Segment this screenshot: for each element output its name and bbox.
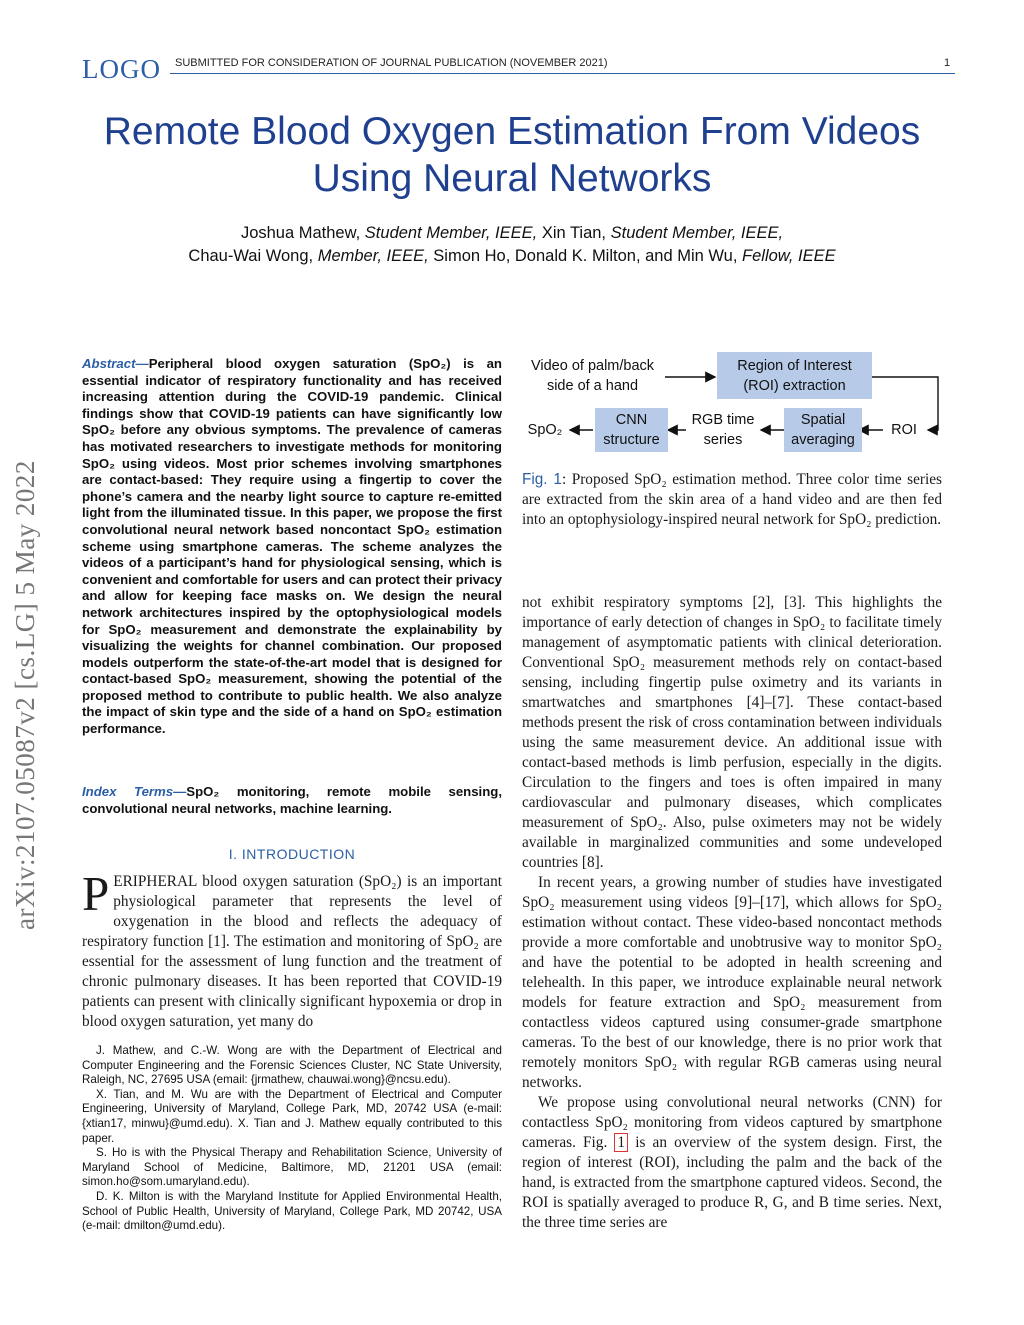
roi-box-line-1: Region of Interest: [737, 357, 852, 374]
section-heading-introduction: I. INTRODUCTION: [228, 846, 356, 862]
header-rule: [170, 73, 955, 74]
author-2-role: Student Member, IEEE,: [610, 224, 784, 242]
abstract: [82, 356, 502, 738]
intro-text: ERIPHERAL blood oxygen saturation (SpO₂) is an important physiological parameter that represents the level of oxygenation in the blood and reflects the adequacy of respiratory function [1]. The estimation and monitoring of SpO₂ are essential for the assessment of lung function and the treatment of chronic pulmonary diseases. It has been reported that COVID-19 patients can present with clinically significant hypoxemia or drop in blood oxygen saturation, yet many do: [82, 873, 502, 1030]
spatial-averaging-box: [784, 408, 862, 452]
roi-box-line-2: (ROI) extraction: [743, 377, 846, 394]
cnn-box-line-1: CNN: [615, 412, 648, 428]
right-column-body: [522, 593, 942, 1233]
page-number: 1: [944, 57, 951, 69]
spatial-box-line-1: Spatial: [800, 412, 846, 428]
author-1-role: Student Member, IEEE,: [364, 224, 538, 242]
author-3-role: Member, IEEE,: [317, 247, 429, 265]
figure-1-diagram: [520, 350, 954, 460]
paragraph: In recent years, a growing number of studies have investigated SpO₂ measurement using videos [9]–[17], which allows for SpO₂ estimation without contact. These video-based noncontact methods provide a more comfortable and unobtrusive way to monitor SpO₂ and have the potential to be adopted in health screening and telehealth. In this paper, we introduce explainable neural network models for feature extraction and SpO₂ measurement from contactless videos captured using consumer-grade smartphone cameras. To the best of our knowledge, there is no prior work that remotely monitors SpO₂ with regular RGB cameras using neural networks.: [522, 874, 942, 1091]
caption-label: Fig. 1: [522, 471, 562, 488]
rgb-label-line-1: RGB time: [691, 412, 755, 428]
author-4-role: Fellow, IEEE: [742, 247, 836, 265]
running-head: SUBMITTED FOR CONSIDERATION OF JOURNAL PUBLICATION (NOVEMBER 2021): [175, 57, 608, 69]
video-label-line-2: side of a hand: [546, 378, 639, 394]
drop-cap: P: [82, 866, 110, 921]
index-terms-text: SpO₂ monitoring, remote mobile sensing, convolutional neural networks, machine learning.: [82, 784, 502, 816]
title-line-2: Using Neural Networks: [312, 157, 712, 200]
roi-label: ROI: [891, 422, 917, 438]
intro-paragraph: [82, 866, 502, 1032]
figure-1-caption: [522, 470, 942, 530]
author-list: [60, 222, 964, 268]
footnote: D. K. Milton is with the Maryland Institute for Applied Environmental Health, School of Public Health, University of Maryland, College Park, MD 20742, USA (e-mail: dmilton@umd.edu).: [82, 1189, 502, 1233]
author-line-2: [60, 245, 964, 268]
author-1: Joshua Mathew,: [240, 224, 361, 242]
author-footnotes: [82, 1044, 502, 1234]
paragraph-text: We propose using convolutional neural networks (CNN) for contactless SpO₂ monitoring from videos captured by smartphone cameras. Fig.: [522, 1094, 942, 1151]
figure-reference-link[interactable]: 1: [614, 1133, 628, 1152]
cnn-structure-box: [595, 408, 668, 452]
title-line-1: Remote Blood Oxygen Estimation From Videos: [103, 110, 921, 153]
arxiv-identifier: arXiv:2107.05087v2 [cs.LG] 5 May 2022: [10, 460, 40, 930]
footnote: J. Mathew, and C.-W. Wong are with the Department of Electrical and Computer Engineering and the Forensic Sciences Cluster, NC State University, Raleigh, NC, 27695 USA (email: {jrmathew, chauwai.wong}@ncsu.edu).: [82, 1044, 502, 1087]
footnote: S. Ho is with the Physical Therapy and Rehabilitation Science, University of Maryland School of Medicine, Baltimore, MD, 21201 USA (email: simon.ho@som.umaryland.edu).: [82, 1146, 502, 1189]
video-label-line-1: Video of palm/back: [530, 358, 655, 374]
index-terms: [82, 784, 502, 817]
caption-text: : Proposed SpO₂ estimation method. Three color time series are extracted from the skin area of a hand video and are then fed into an optophysiology-inspired neural network for SpO₂ prediction.: [522, 471, 942, 528]
abstract-text: Peripheral blood oxygen saturation (SpO₂) is an essential indicator of respiratory functionality and has received increasing attention during the COVID-19 pandemic. Clinical findings show that COVID-19 patients can have significantly low SpO₂ before any obvious symptoms. The prevalence of cameras has motivated researchers to investigate methods for monitoring SpO₂ using videos. Most prior schemes involving smartphones are contact-based: They require using a fingertip to cover the phone’s camera and the nearby light source to capture re-emitted light from the illuminated tissue. In this paper, we propose the first convolutional neural network based noncontact SpO₂ estimation scheme using smartphone cameras. The scheme analyzes the videos of a participant’s hand for physiological sensing, which is convenient and comfortable for users and can protect their privacy and allow for keeping face masks on. We design the neural network architectures inspired by the optophysiological models for SpO₂ measurement and demonstrate the explainability by visualizing the weights for channel combination. Our proposed models outperform the state-of-the-art model that is designed for contact-based SpO₂ measurement, showing the potential of the proposed method to contribute to public health. We also analyze the impact of skin type and the side of a hand on SpO₂ estimation performance.: [82, 356, 502, 737]
paragraph-text: is an overview of the system design. First, the region of interest (ROI), including the palm and the back of the hand, is extracted from the smartphone captured videos. Second, the ROI is spatially averaged to produce R, G, and B time series. Next, the three time series are: [522, 1134, 943, 1231]
journal-logo: LOGO: [82, 54, 161, 84]
rgb-time-series-label: [684, 410, 762, 450]
footnote: X. Tian, and M. Wu are with the Department of Electrical and Computer Engineering, University of Maryland, College Park, MD, 20742 USA (e-mail: {xtian17, minwu}@umd.edu). X. Tian and J. Mathew equally contributed to this paper.: [82, 1087, 502, 1145]
author-4: Simon Ho, Donald K. Milton, and Min Wu,: [433, 247, 738, 265]
cnn-box-line-2: structure: [603, 432, 660, 448]
spo2-output-label: SpO₂: [527, 422, 563, 438]
author-line-1: [60, 222, 964, 245]
paper-title: [60, 108, 964, 202]
paragraph: not exhibit respiratory symptoms [2], [3]. This highlights the importance of early detection of changes in SpO₂ to facilitate timely management of asymptomatic patients with clinical deterioration. Conventional SpO₂ measurement methods rely on contact-based sensing, including fingertip pulse oximetry and its variants in smartwatches and smartphones [4]–[7]. These contact-based methods present the risk of cross contamination between individuals using the same measurement device. An additional issue with contact-based methods is limb perfusion, especially in the digits. Circulation to the fingers and toes is often impaired in many cardiovascular and pulmonary diseases, which complicates measurement of SpO₂. Also, pulse oximeters may not be widely available in marginalized communities and some undeveloped countries [8].: [522, 594, 942, 871]
spatial-box-line-2: averaging: [791, 432, 855, 448]
paragraph: [522, 1093, 942, 1233]
video-input-label: [520, 356, 665, 396]
author-2: Xin Tian,: [541, 224, 607, 242]
rgb-label-line-2: series: [703, 432, 743, 448]
author-3: Chau-Wai Wong,: [188, 247, 314, 265]
index-terms-label: Index Terms—: [82, 784, 187, 799]
roi-extraction-box: [717, 352, 872, 399]
abstract-label: Abstract—: [82, 356, 149, 371]
